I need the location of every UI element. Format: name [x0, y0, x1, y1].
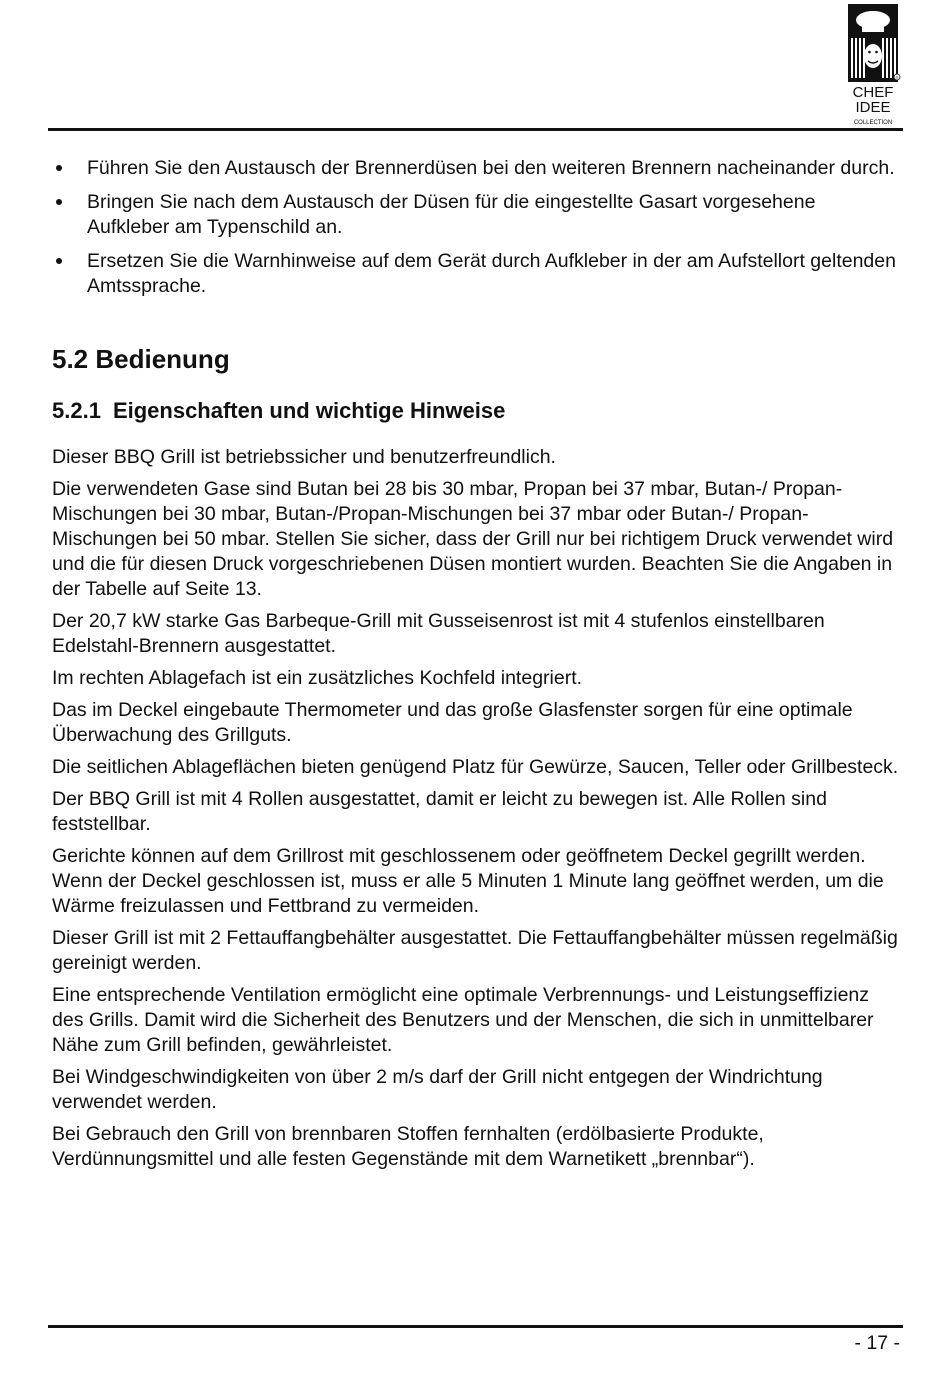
- list-item-text: Bringen Sie nach dem Austausch der Düsen für die eingestellte Gasart vorgesehene Aufkleber am Typenschild an.: [87, 191, 816, 238]
- registered-mark: ®: [895, 75, 899, 80]
- paragraph: Dieser BBQ Grill ist betriebssicher und benutzerfreundlich.: [52, 446, 556, 468]
- paragraph: Die verwendeten Gase sind Butan bei 28 bis 30 mbar, Propan bei 37 mbar, Butan-/ Propan-Mischungen bei 30 mbar, Butan-/Propan-Mischungen bei 37 mbar oder Butan-/ Propan- Mischungen bei 50 mbar. Stellen Sie sicher, dass der Grill nur bei richtigem Druck verwendet wird und die für diesen Druck vorgeschriebenen Düsen montiert wurden. Beachten Sie die Angaben in der Tabelle auf Seite 13.: [52, 478, 894, 600]
- logo-text-idee: IDEE: [855, 99, 891, 116]
- list-item: [52, 190, 902, 240]
- paragraph: Die seitlichen Ablageflächen bieten genügend Platz für Gewürze, Saucen, Teller oder Grillbesteck.: [52, 756, 899, 778]
- bullet-icon: [56, 199, 62, 205]
- paragraph: Gerichte können auf dem Grillrost mit geschlossenem oder geöffnetem Deckel gegrillt werden. Wenn der Deckel geschlossen ist, muss er alle 5 Minuten 1 Minute lang geöffnet werden, um die Wärme freizulassen und Fettbrand zu vermeiden.: [52, 845, 884, 917]
- list-item-text: Ersetzen Sie die Warnhinweise auf dem Gerät durch Aufkleber in der am Aufstellort geltenden Amtssprache.: [87, 250, 896, 297]
- paragraph: Das im Deckel eingebaute Thermometer und das große Glasfenster sorgen für eine optimale Überwachung des Grillguts.: [52, 699, 853, 746]
- subsection-number: 5.2.1: [52, 398, 101, 423]
- paragraph: Eine entsprechende Ventilation ermöglicht eine optimale Verbrennungs- und Leistungseffizienz des Grills. Damit wird die Sicherheit des Benutzers und der Menschen, die sich in unmittelbarer Nähe zum Grill befinden, gewährleistet.: [52, 984, 874, 1056]
- bullet-list: [52, 156, 902, 299]
- paragraph: Im rechten Ablagefach ist ein zusätzliches Kochfeld integriert.: [52, 667, 583, 689]
- logo-text-chef: CHEF: [852, 84, 894, 101]
- subsection-title: Eigenschaften und wichtige Hinweise: [112, 398, 506, 423]
- list-item: [52, 156, 902, 181]
- header-rule: [48, 128, 903, 131]
- page-number: - 17 -: [854, 1332, 900, 1354]
- section-heading: 5.2 Bedienung: [52, 344, 230, 374]
- logo-text-collection: COLLECTION: [853, 120, 893, 126]
- list-item-text: Führen Sie den Austausch der Brennerdüsen bei den weiteren Brennern nacheinander durch.: [87, 157, 895, 179]
- paragraph: Der BBQ Grill ist mit 4 Rollen ausgestattet, damit er leicht zu bewegen ist. Alle Rollen sind feststellbar.: [52, 788, 827, 835]
- bullet-icon: [56, 258, 62, 264]
- chef-idee-logo: [846, 4, 902, 128]
- subsection-heading: [52, 397, 902, 425]
- paragraph: Dieser Grill ist mit 2 Fettauffangbehälter ausgestattet. Die Fettauffangbehälter müssen regelmäßig gereinigt werden.: [52, 927, 898, 974]
- paragraph: Bei Gebrauch den Grill von brennbaren Stoffen fernhalten (erdölbasierte Produkte, Verdünnungsmittel und alle festen Gegenstände mit dem Warnetikett „brennbar“).: [52, 1123, 764, 1170]
- page-content: [52, 156, 902, 1179]
- paragraph: Der 20,7 kW starke Gas Barbeque-Grill mit Gusseisenrost ist mit 4 stufenlos einstellbaren Edelstahl-Brennern ausgestattet.: [52, 610, 825, 657]
- list-item: [52, 249, 902, 299]
- paragraph: Bei Windgeschwindigkeiten von über 2 m/s darf der Grill nicht entgegen der Windrichtung verwendet werden.: [52, 1066, 823, 1113]
- bullet-icon: [56, 165, 62, 171]
- body-text: [52, 445, 902, 1172]
- footer-rule: [48, 1325, 903, 1328]
